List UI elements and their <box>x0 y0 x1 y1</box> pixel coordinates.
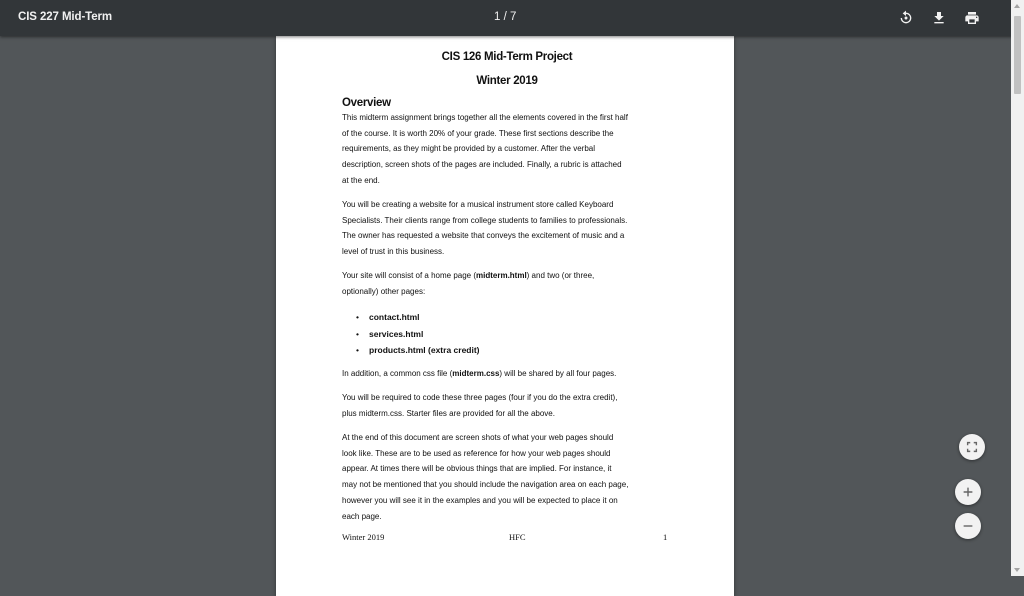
download-button[interactable] <box>930 9 948 27</box>
document-subheading: Winter 2019 <box>476 75 538 87</box>
paragraph-pages <box>342 268 672 299</box>
zoom-out-button[interactable] <box>955 513 981 539</box>
zoom-in-button[interactable] <box>955 479 981 505</box>
footer-page-number: 1 <box>663 532 668 542</box>
page-indicator: 1 / 7 <box>494 11 517 23</box>
text-line: each page. <box>342 511 382 521</box>
fit-to-page-button[interactable] <box>959 434 985 460</box>
section-heading: Overview <box>342 97 391 109</box>
text-line: At the end of this document are screen shots of what your web pages should <box>342 433 614 442</box>
text-run: ) and two (or three, <box>526 271 595 280</box>
text-line: You will be required to code these three pages (four if you do the extra credit), <box>342 393 618 402</box>
text-line: appear. At times there will be obvious things that are implied. For instance, it <box>342 464 612 474</box>
text-line: level of trust in this business. <box>342 247 445 257</box>
text-line: plus midterm.css. Starter files are provided for all the above. <box>342 408 555 418</box>
document-title: CIS 227 Mid-Term <box>18 11 113 23</box>
rotate-icon <box>898 10 914 26</box>
scroll-up-arrow-icon[interactable] <box>1014 4 1020 8</box>
text-run: In addition, a common css file ( <box>342 369 453 378</box>
text-line: requirements, as they might be provided by a customer. After the verbal <box>342 144 596 154</box>
rotate-button[interactable] <box>897 9 915 27</box>
text-line: at the end. <box>342 175 380 185</box>
text-line <box>342 268 672 284</box>
paragraph-overview <box>342 110 672 189</box>
pages-list <box>356 309 480 359</box>
footer-left: Winter 2019 <box>342 532 385 542</box>
text-line: may not be mentioned that you should include the navigation area on each page, <box>342 480 629 490</box>
fit-to-page-icon <box>965 440 979 454</box>
pdf-page <box>276 36 734 596</box>
download-icon <box>931 10 947 26</box>
text-line: optionally) other pages: <box>342 286 426 296</box>
list-item: • products.html (extra credit) <box>356 342 480 359</box>
text-run: Your site will consist of a home page ( <box>342 271 476 280</box>
filename-midterm-css: midterm.css <box>452 369 500 378</box>
paragraph-css <box>342 366 672 382</box>
pdf-toolbar <box>0 0 1024 36</box>
plus-icon <box>961 485 975 499</box>
text-line <box>342 366 672 382</box>
text-line: description, screen shots of the pages are included. Finally, a rubric is attached <box>342 160 622 170</box>
print-icon <box>964 10 980 26</box>
text-line: This midterm assignment brings together all the elements covered in the first half <box>342 113 628 122</box>
paragraph-requirements <box>342 390 672 421</box>
vertical-scrollbar[interactable] <box>1011 0 1024 576</box>
text-line: The owner has requested a website that conveys the excitement of music and a <box>342 231 625 241</box>
list-item: • services.html <box>356 326 480 343</box>
scroll-thumb[interactable] <box>1014 16 1021 94</box>
list-item: • contact.html <box>356 309 480 326</box>
text-line: however you will see it in the examples and you will be expected to place it on <box>342 495 618 505</box>
footer-center: HFC <box>509 532 526 542</box>
document-heading: CIS 126 Mid-Term Project <box>441 51 573 63</box>
paragraph-website <box>342 197 672 260</box>
filename-midterm-html: midterm.html <box>476 271 527 280</box>
text-line: look like. These are to be used as reference for how your web pages should <box>342 448 611 458</box>
print-button[interactable] <box>963 9 981 27</box>
text-line: Specialists. Their clients range from college students to families to professionals. <box>342 215 628 225</box>
text-line: You will be creating a website for a musical instrument store called Keyboard <box>342 200 614 209</box>
text-line: of the course. It is worth 20% of your grade. These first sections describe the <box>342 128 614 138</box>
scroll-down-arrow-icon[interactable] <box>1014 568 1020 572</box>
paragraph-screenshots <box>342 430 672 524</box>
text-run: ) will be shared by all four pages. <box>499 369 617 378</box>
minus-icon <box>961 519 975 533</box>
